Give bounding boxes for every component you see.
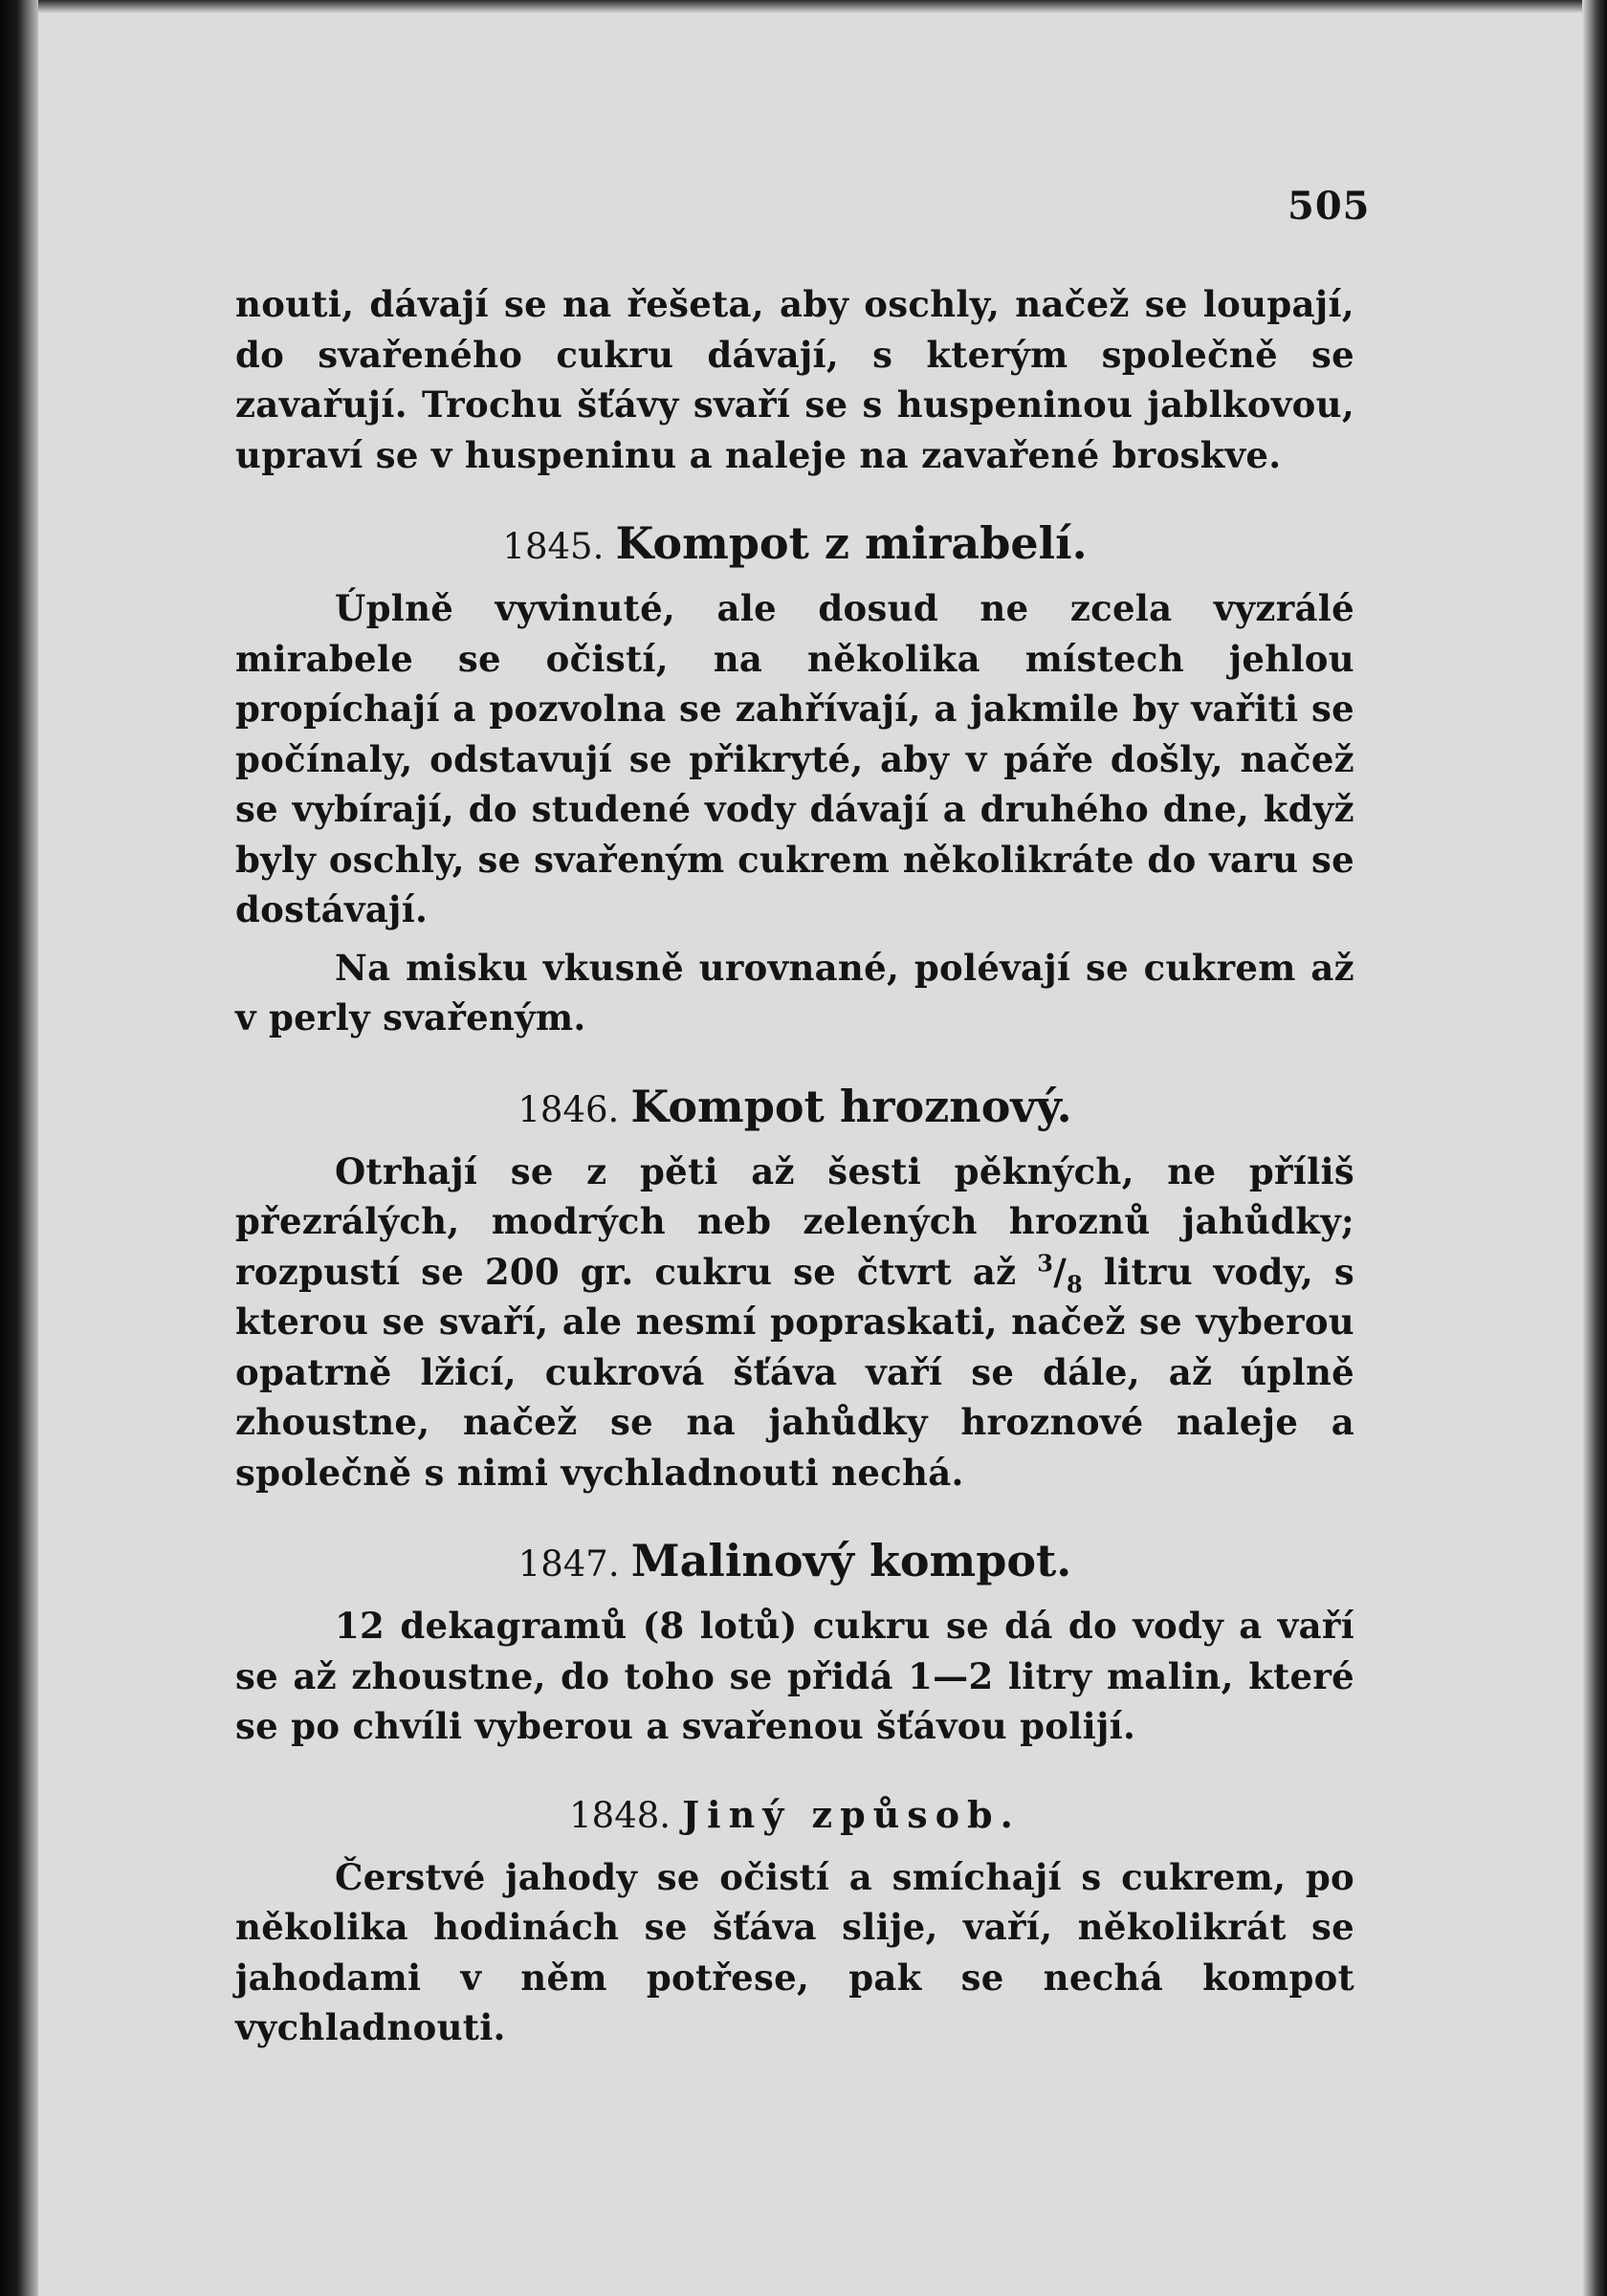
section-number: 1845. [502,526,605,567]
section-1845-paragraph-2: Na misku vkusně urovnané, polévají se cukrem až v perly svařeným. [235,946,1354,1039]
section-number: 1848. [569,1794,671,1836]
text-before-fraction: Otrhají se z pěti až šesti pěkných, ne příliš přezrálých, modrých neb zelených hroznů jahůdky; rozpustí se 200 gr. cukru se čtvrt až [235,1149,1354,1293]
fraction-numerator: 3 [1037,1249,1054,1278]
section-number: 1847. [517,1543,620,1585]
page-body [235,279,1354,2053]
scan-edge-left [0,0,38,2296]
section-heading-1848 [235,1786,1354,1845]
section-heading-1847 [235,1532,1354,1593]
text-after-fraction: litru vody, s kterou se svaří, ale nesmí popraskati, načež se vyberou opatrně lžicí, cukrová šťáva vaří se dále, až úplně zhoustne, načež se na jahůdky hroznové naleje a společně s nimi vychladnouti nechá. [235,1250,1354,1494]
section-heading-1845 [235,514,1354,576]
section-title: Malinový kompot. [630,1535,1072,1586]
section-number: 1846. [517,1088,620,1130]
scan-edge-top [0,0,1607,13]
section-heading-1846 [235,1078,1354,1139]
section-1846-paragraph-1: Otrhají se z pěti až šesti pěkných, ne příliš přezrálých, modrých neb zelených hroznů jahůdky; rozpustí se 200 gr. cukru se čtvrt až $^3/_8$ litru vody, s kterou se svaří, ale nesmí popraskati, načež se vyberou opatrně lžicí, cukrová šťáva vaří se dále, až úplně zhoustne, načež se na jahůdky hroznové naleje a společně s nimi vychladnouti nechá. [235,1149,1354,1494]
section-1845-paragraph-1: Úplně vyvinuté, ale dosud ne zcela vyzrálé mirabele se očistí, na několika místech jehlou propíchají a pozvolna se zahřívají, a jakmile by vařiti se počínaly, odstavují se přikryté, aby v páře došly, načež se vybírají, do studené vody dávají a druhého dne, když byly oschly, se svařeným cukrem několikráte do varu se dostávají. [235,587,1354,930]
page-number: 505 [1288,184,1371,229]
intro-paragraph: nouti, dávají se na řešeta, aby oschly, načež se loupají, do svařeného cukru dávají, s kterým společně se zavařují. Trochu šťávy svaří se s huspeninou jablkovou, upraví se v huspeninu a naleje na zavařené broskve. [235,283,1354,476]
section-title: Kompot z mirabelí. [615,517,1088,569]
section-title: Jiný způsob. [682,1792,1021,1836]
fraction-denominator: 8 [1067,1269,1084,1298]
section-1847-paragraph-1: 12 dekagramů (8 lotů) cukru se dá do vody a vaří se až zhoustne, do toho se přidá 1—2 litry malin, které se po chvíli vyberou a svařenou šťávou polijí. [235,1605,1354,1747]
section-title: Kompot hroznový. [630,1080,1072,1132]
section-1848-paragraph-1: Čerstvé jahody se očistí a smíchají s cukrem, po několika hodinách se šťáva slije, vaří, několikrát se jahodami v něm potřese, pak se nechá kompot vychladnouti. [235,1855,1354,2048]
scan-edge-right [1582,0,1607,2296]
